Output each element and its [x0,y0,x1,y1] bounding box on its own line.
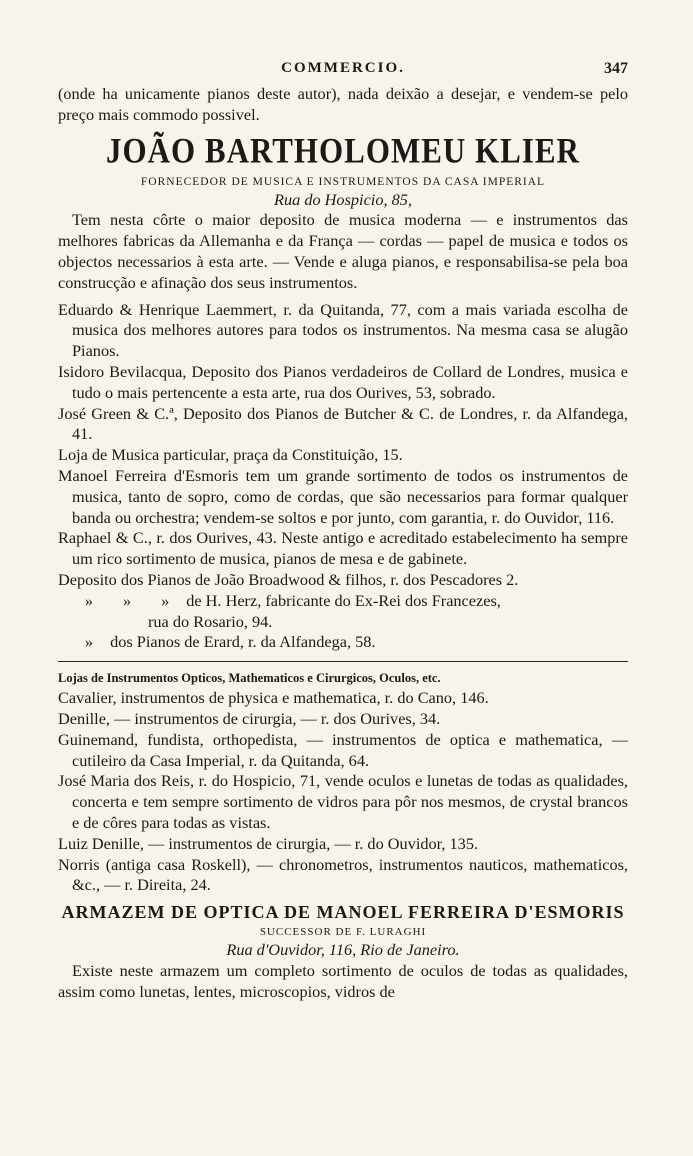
ditto-mark: » [123,590,132,610]
list-item: Luiz Denille, — instrumentos de cirurgia, — r. do Ouvidor, 135. [58,833,479,853]
deposit-line [58,591,628,612]
piano-deposits [58,570,628,653]
header-title: COMMERCIO. [281,60,405,76]
optics-heading: Lojas de Instrumentos Opticos, Mathematicos e Cirurgicos, Oculos, etc. [58,671,441,686]
list-item: Eduardo & Henrique Laemmert, r. da Quitanda, 77, com a mais variada escolha de musica dos melhores autores para todos os instrumentos. Na mesma casa se alugão Pianos. [58,299,628,361]
klier-name: JOÃO BARTHOLOMEU KLIER [106,129,580,171]
deposit-line: Deposito dos Pianos de João Broadwood & filhos, r. dos Pescadores 2. [58,569,519,589]
klier-subtitle: FORNECEDOR DE MUSICA E INSTRUMENTOS DA CASA IMPERIAL [140,175,546,188]
list-item: Denille, — instrumentos de cirurgia, — r. dos Ourives, 34. [58,708,441,728]
klier-address: Rua do Hospicio, 85, [274,189,412,209]
ditto-mark: » [84,632,94,652]
armazem-text: Existe neste armazem um completo sortimento de oculos de todas as qualidades, assim como lunetas, lentes, microscopios, vidros de [58,960,628,1001]
deposit-line: rua do Rosario, 94. [148,611,273,631]
list-item: Isidoro Bevilacqua, Deposito dos Pianos verdadeiros de Collard de Londres, musica e tudo o mais pertencente a esta arte, rua dos Ourives, 53, sobrado. [58,361,628,402]
deposit-text: de H. Herz, fabricante do Ex-Rei dos Francezes, [186,590,501,610]
intro-text: (onde ha unicamente pianos deste autor), nada deixão a desejar, e vendem-se pelo preço mais commodo possivel. [58,84,628,124]
list-item: José Green & C.ª, Deposito dos Pianos de Butcher & C. de Londres, r. da Alfandega, 41. [58,403,628,444]
list-item: Cavalier, instrumentos de physica e mathematica, r. do Cano, 146. [58,688,489,708]
page-number: 347 [604,60,628,77]
armazem-title: ARMAZEM DE OPTICA DE MANOEL FERREIRA D'ESMORIS [61,902,625,923]
armazem-successor: SUCCESSOR DE F. LURAGHI [259,926,427,939]
list-item: Guinemand, fundista, orthopedista, — instrumentos de optica e mathematica, — cutileiro da Casa Imperial, r. da Quitanda, 64. [58,729,628,770]
list-item: José Maria dos Reis, r. do Hospicio, 71, vende oculos e lunetas de todas as qualidades, concerta e tem sempre sortimento de vidros para pôr nos mesmos, de crystal brancos e de côres para todas as vistas. [58,771,628,832]
ditto-mark: » [161,590,170,610]
list-item: Raphael & C., r. dos Ourives, 43. Neste antigo e acreditado estabelecimento ha sempre um rico sortimento de musica, pianos de mesa e de gabinete. [58,528,628,569]
book-page [58,58,628,1002]
deposit-text: dos Pianos de Erard, r. da Alfandega, 58. [110,632,376,652]
music-entries [58,300,628,570]
klier-text: Tem nesta côrte o maior deposito de musica moderna — e instrumentos das melhores fabricas da Allemanha e da França — cordas — papel de musica e todos os objectos necessarios à esta arte. — Vende e aluga pianos, e responsabilisa-se pela boa construcção e afinação dos seus instrumentos. [58,210,628,292]
ditto-mark: » [84,590,94,610]
deposit-line [58,632,628,653]
optics-entries [58,688,628,896]
list-item: Loja de Musica particular, praça da Constituição, 15. [58,445,403,465]
armazem-address: Rua d'Ouvidor, 116, Rio de Janeiro. [226,940,460,960]
running-header [58,58,628,84]
list-item: Manoel Ferreira d'Esmoris tem um grande sortimento de todos os instrumentos de musica, tanto de sopro, como de cordas, que são necessarios para formar qualquer banda ou orchestra; vendem-se soltos e por junto, com garantia, r. do Ouvidor, 116. [58,465,628,527]
divider [58,661,628,662]
list-item: Norris (antiga casa Roskell), — chronometros, instrumentos nauticos, mathematicos, &c., — r. Direita, 24. [58,854,628,895]
